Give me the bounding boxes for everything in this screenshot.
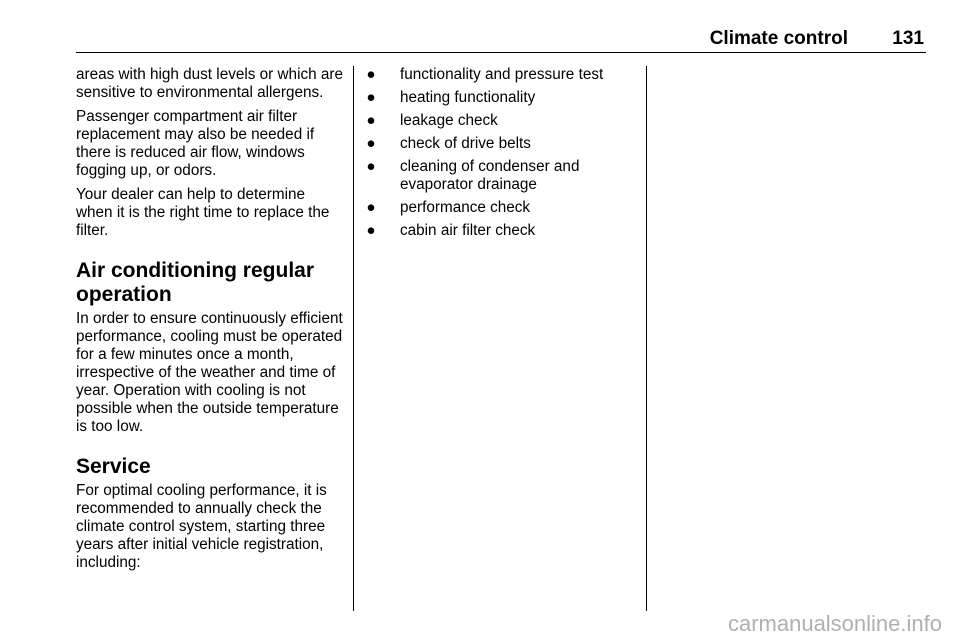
paragraph-regular-operation: In order to ensure continuously efficient performance, cooling must be operated for a few minutes once a month, irrespective of the weather and time of year. Operation with cooling is not possible when the outside temperature is too low. <box>76 310 343 435</box>
list-item-text: leakage check <box>400 112 498 129</box>
list-item-text: functionality and pressure test <box>400 66 604 83</box>
page-number: 131 <box>892 28 924 49</box>
list-item <box>364 135 634 153</box>
heading-air-conditioning-regular-operation: Air conditioning regular operation <box>76 259 315 306</box>
list-item <box>364 199 634 217</box>
bullet-icon: ● <box>366 222 376 239</box>
list-item <box>364 112 634 130</box>
watermark: carmanualsonline.info <box>727 611 942 636</box>
paragraph-dealer-help: Your dealer can help to determine when it is the right time to replace the filter. <box>76 186 330 239</box>
list-item <box>364 66 634 84</box>
page-header <box>76 26 926 53</box>
bullet-icon: ● <box>366 135 376 152</box>
list-item <box>364 222 634 240</box>
paragraph-dust-areas: areas with high dust levels or which are sensitive to environmental allergens. <box>76 66 343 101</box>
bullet-icon: ● <box>366 158 376 175</box>
section-title: Climate control <box>709 28 848 49</box>
list-item-text: heating functionality <box>400 89 536 106</box>
bullet-icon: ● <box>366 89 376 106</box>
list-item-text: cabin air filter check <box>400 222 536 239</box>
service-checklist <box>364 66 634 240</box>
bullet-icon: ● <box>366 66 376 83</box>
middle-column <box>364 66 634 245</box>
paragraph-filter-replacement: Passenger compartment air filter replacement may also be needed if there is reduced air flow, windows fogging up, or odors. <box>76 108 315 179</box>
column-divider-right <box>646 66 647 611</box>
left-column <box>76 66 344 578</box>
list-item-text: performance check <box>400 199 531 216</box>
list-item <box>364 158 634 194</box>
list-item <box>364 89 634 107</box>
column-divider-left <box>353 66 354 611</box>
paragraph-service: For optimal cooling performance, it is recommended to annually check the climate control system, starting three years after initial vehicle registration, including: <box>76 482 327 571</box>
list-item-text: check of drive belts <box>400 135 531 152</box>
bullet-icon: ● <box>366 112 376 129</box>
list-item-text: cleaning of condenser and evaporator drainage <box>400 158 580 193</box>
bullet-icon: ● <box>366 199 376 216</box>
heading-service: Service <box>76 455 151 478</box>
